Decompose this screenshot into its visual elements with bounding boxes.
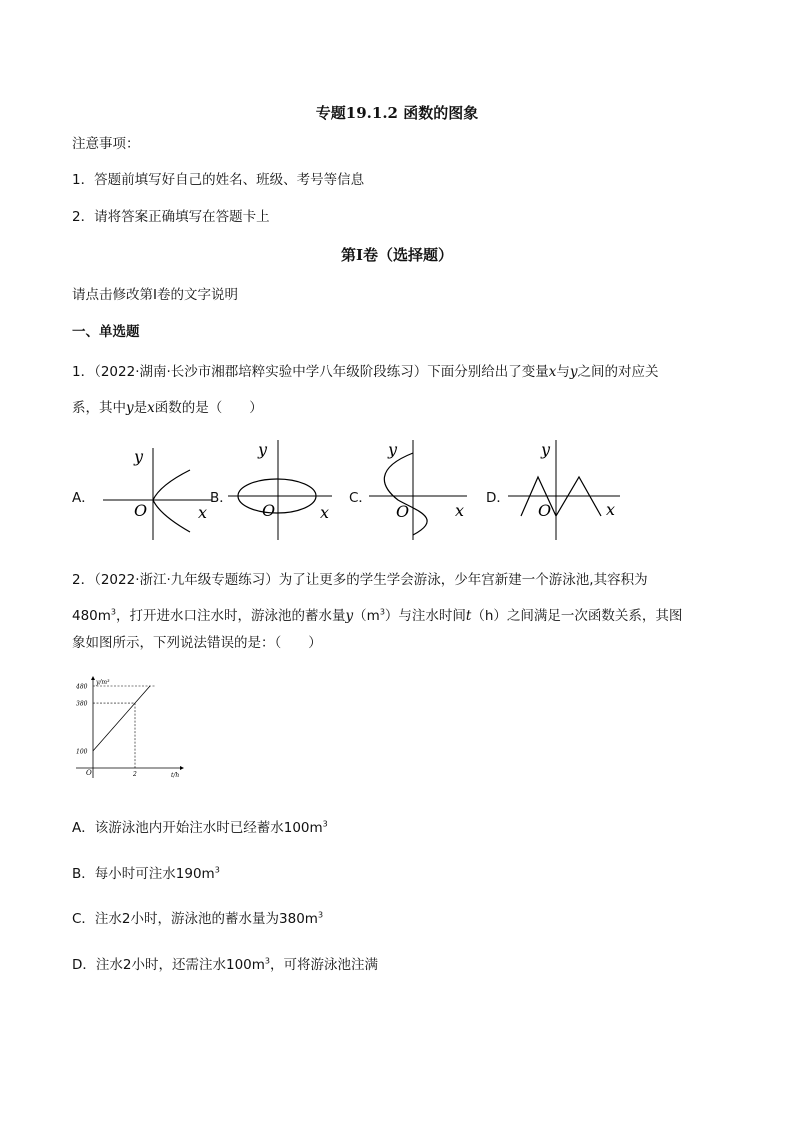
q1-var-y-2: y: [126, 400, 134, 416]
q2-line2: [72, 604, 682, 624]
q1-text-mid: 与: [556, 364, 570, 380]
q2-option-b-text: B．每小时可注水190m: [72, 866, 215, 882]
q2-option-a[interactable]: [72, 816, 328, 836]
q1-option-d-label[interactable]: D．: [486, 490, 510, 506]
q1-text-c: 系，其中: [72, 400, 126, 416]
q1-option-b-label[interactable]: B．: [210, 490, 233, 506]
q2-y-tick-380: 380: [76, 700, 88, 708]
q2-option-d-text: D．注水2小时，还需注水100m: [72, 957, 265, 973]
q2-option-b[interactable]: [72, 862, 220, 882]
q2-option-d-sup: 3: [264, 956, 270, 966]
q1-option-a-label[interactable]: A．: [72, 490, 95, 506]
q2-chart-xlabel: t/h: [171, 772, 180, 779]
q2-sup-2: 3: [379, 607, 385, 617]
graph-c-origin: O: [396, 502, 410, 521]
q2-data-line: [93, 686, 150, 751]
q2-option-b-sup: 3: [214, 865, 220, 875]
q1-option-c-label[interactable]: C．: [349, 490, 372, 506]
graph-c-ylabel: y: [388, 440, 398, 459]
q2-text-b: ，打开进水口注水时，游泳池的蓄水量: [116, 608, 346, 624]
q2-text-d: ）与注水时间: [384, 608, 466, 624]
q2-option-c[interactable]: [72, 907, 323, 927]
graph-c-curve: [384, 453, 427, 535]
graph-b-ylabel: y: [258, 440, 268, 459]
q1-text-a: 1．（2022·湖南·长沙市湘郡培粹实验中学八年级阶段练习）下面分别给出了变量: [72, 364, 549, 380]
q2-chart: [70, 672, 190, 782]
q2-x-tick-2: 2: [133, 771, 137, 778]
q2-text-e: （h）之间满足一次函数关系，其图: [471, 608, 683, 624]
page-title: 专题19.1.2 函数的图象: [315, 104, 479, 122]
q2-line1: 2．（2022·浙江·九年级专题练习）为了让更多的学生学会游泳，少年宫新建一个游泳池,其容积为: [72, 572, 648, 588]
notes-item-2: 2．请将答案正确填写在答题卡上: [72, 209, 270, 225]
q1-graph-c: [369, 440, 467, 540]
notes-heading: 注意事项：: [72, 136, 140, 152]
graph-b-origin: O: [262, 501, 276, 520]
q2-option-a-sup: 3: [322, 819, 328, 829]
q1-var-y: y: [569, 364, 578, 380]
graph-d-ylabel: y: [541, 440, 551, 459]
q2-sup-1: 3: [110, 607, 117, 617]
q2-chart-origin: O: [86, 769, 92, 777]
q2-y-tick-100: 100: [76, 748, 88, 756]
graph-a-ylabel: y: [134, 447, 144, 466]
q1-graph-b: [228, 440, 332, 540]
q2-x-arrow: [180, 766, 184, 770]
section-title: 一、单选题: [72, 324, 140, 340]
q2-y-arrow: [91, 676, 95, 680]
q1-option-graphs: [0, 0, 794, 560]
q1-text-e: 函数的是（ ）: [154, 400, 263, 416]
graph-d-xlabel: x: [606, 500, 616, 519]
q2-option-c-sup: 3: [317, 910, 324, 920]
q1-graph-a: [103, 447, 212, 540]
graph-a-xlabel: x: [198, 503, 208, 522]
q2-option-d-tail: ，可将游泳池注满: [270, 957, 378, 973]
q1-graph-d: [508, 440, 620, 540]
q2-chart-ylabel: y/m³: [96, 679, 110, 686]
volume-title: 第I卷（选择题）: [340, 246, 454, 264]
q2-line3: 象如图所示，下列说法错误的是：（ ）: [72, 635, 322, 651]
q1-text-d: 是: [133, 400, 148, 416]
q2-text-a: 480m: [72, 608, 111, 624]
q2-y-tick-480: 480: [76, 683, 88, 691]
graph-a-origin: O: [134, 501, 148, 520]
volume-note: 请点击修改第I卷的文字说明: [72, 287, 238, 303]
q2-option-d[interactable]: [72, 953, 378, 973]
graph-c-xlabel: x: [455, 501, 465, 520]
graph-a-curve: [153, 470, 190, 532]
q2-var-y: y: [345, 608, 354, 624]
q1-var-x-2: x: [147, 400, 155, 416]
q2-text-c: （m: [353, 608, 380, 624]
q1-text-b: 之间的对应关: [577, 364, 659, 380]
q2-option-c-text: C．注水2小时，游泳池的蓄水量为380m: [72, 911, 318, 927]
graph-d-origin: O: [538, 501, 552, 520]
q1-var-x: x: [548, 364, 557, 380]
graph-b-xlabel: x: [320, 503, 330, 522]
q2-option-a-text: A．该游泳池内开始注水时已经蓄水100m: [72, 820, 323, 836]
notes-item-1: 1．答题前填写好自己的姓名、班级、考号等信息: [72, 172, 365, 188]
q2-var-t: t: [465, 608, 472, 624]
